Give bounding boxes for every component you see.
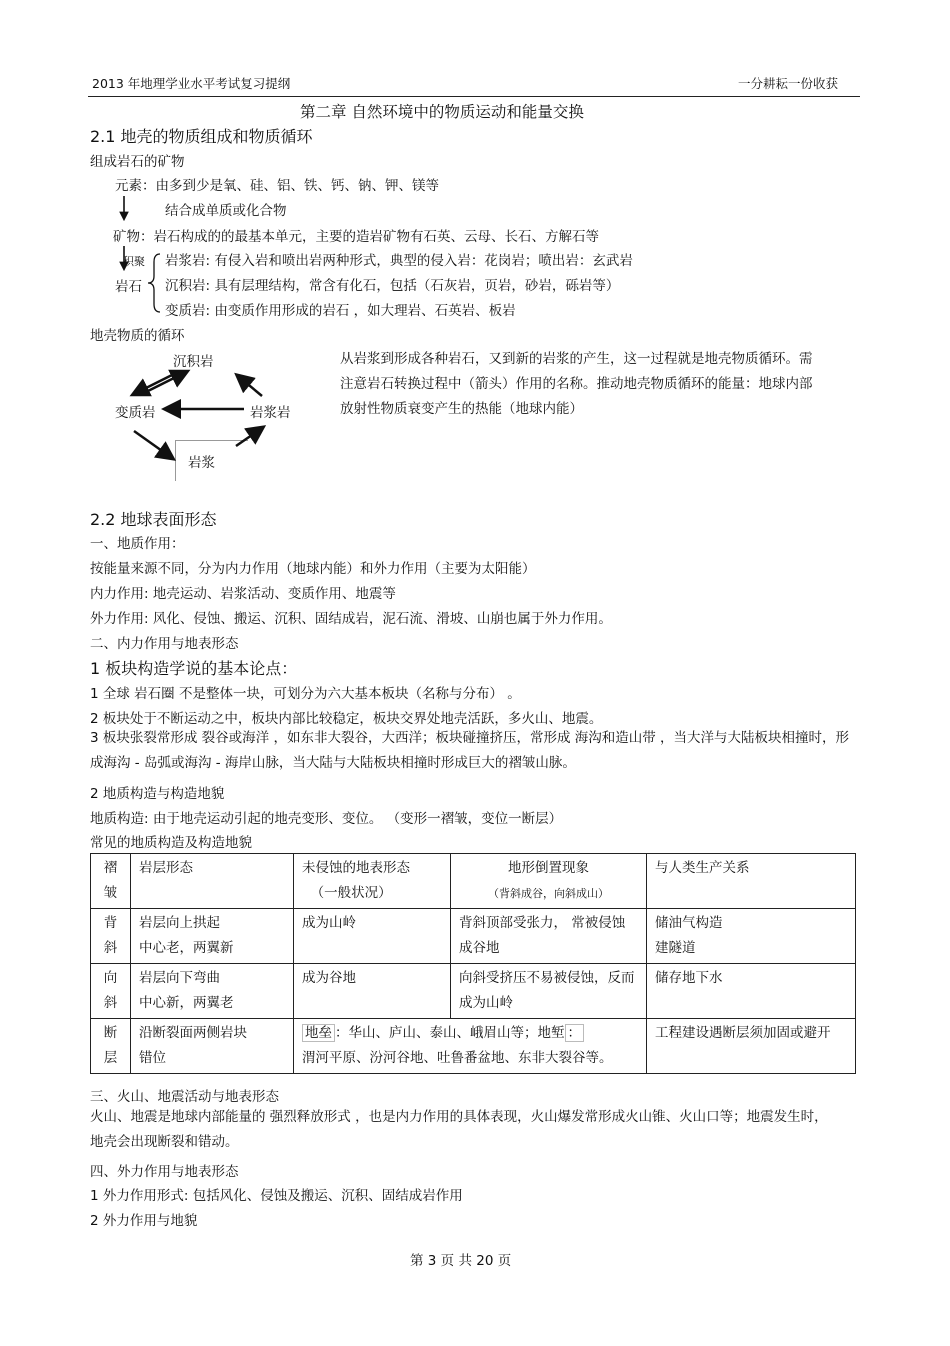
- s22-p10: 2 地质构造与构造地貌: [90, 786, 225, 802]
- accumulate-label: 积聚: [123, 255, 145, 268]
- table-cell: 地垒 ：华山、庐山、泰山、峨眉山等；地堑 ： 渭河平原、汾河谷地、吐鲁番盆地、东非大裂谷等。: [294, 1019, 647, 1074]
- cycle-sedimentary-label: 沉积岩: [173, 354, 214, 370]
- sedimentary-line: 沉积岩: 具有层理结构，常含有化石，包括（石灰岩，页岩，砂岩，砾岩等）: [165, 278, 620, 294]
- table-cell: 储油气构造 建隧道: [647, 909, 856, 964]
- cycle-magma-label: 岩浆: [188, 455, 215, 471]
- s22-p2: 按能量来源不同，分为内力作用（地球内能）和外力作用（主要为太阳能）: [90, 561, 536, 577]
- page-footer: 第 3 页 共 20 页: [410, 1253, 512, 1269]
- s22-p11: 地质构造: 由于地壳运动引起的地壳变形、变位。 （变形一褶皱，变位一断层）: [90, 811, 563, 827]
- chapter-title: 第二章 自然环境中的物质运动和能量交换: [300, 103, 584, 121]
- cycle-metamorphic-label: 变质岩: [115, 405, 156, 421]
- s22-p8: 2 板块处于不断运动之中，板块内部比较稳定，板块交界处地壳活跃，多火山、地震。: [90, 711, 603, 727]
- minerals-line: 矿物：岩石构成的的最基本单元，主要的造岩矿物有石英、云母、长石、方解石等: [113, 229, 599, 245]
- arrow-magma-to-ign: [236, 428, 262, 446]
- rock-label: 岩石: [115, 279, 142, 295]
- table-cell: 背 斜: [91, 909, 131, 964]
- s3-p2: 火山、地震是地球内部能量的 强烈释放形式 ，也是内力作用的具体表现，火山爆发常形成火山锥、火山口等；地震发生时，地壳会出现断裂和错动。: [90, 1109, 828, 1150]
- table-cell: 岩层向上拱起 中心老，两翼新: [131, 909, 294, 964]
- arrow-meta-to-magma: [134, 431, 172, 458]
- s3-p1: 三、火山、地震活动与地表形态: [90, 1089, 279, 1105]
- table-header-cell: 地形倒置现象 （背斜成谷，向斜成山）: [451, 854, 647, 909]
- table-cell: 岩层向下弯曲 中心新，两翼老: [131, 964, 294, 1019]
- table-header-row: [91, 854, 856, 909]
- table-header-cell: 褶 皱: [91, 854, 131, 909]
- s22-p6: 1 板块构造学说的基本论点：: [90, 659, 298, 678]
- arrow-meta-to-sed: [140, 372, 186, 395]
- header-left: 2013 年地理学业水平考试复习提纲: [92, 76, 291, 91]
- s22-p4: 外力作用: 风化、侵蚀、搬运、沉积、固结成岩，泥石流、滑坡、山崩也属于外力作用。: [90, 611, 612, 627]
- arrow-ign-to-sed: [238, 376, 262, 396]
- table-cell: 储存地下水: [647, 964, 856, 1019]
- table-cell: 沿断裂面两侧岩块 错位: [131, 1019, 294, 1074]
- igneous-line: 岩浆岩: 有侵入岩和喷出岩两种形式，典型的侵入岩：花岗岩；喷出岩：玄武岩: [165, 253, 633, 269]
- structure-table: [90, 853, 856, 1074]
- rock-brace: [148, 254, 160, 312]
- cycle-heading: 地壳物质的循环: [90, 328, 185, 344]
- s22-p5: 二、内力作用与地表形态: [90, 636, 239, 652]
- table-cell: 成为谷地: [294, 964, 451, 1019]
- s3-p3: 四、外力作用与地表形态: [90, 1164, 239, 1180]
- metamorphic-line: 变质岩: 由变质作用形成的岩石 ，如大理岩、石英岩、板岩: [165, 303, 516, 319]
- s22-p3: 内力作用: 地壳运动、岩浆活动、变质作用、地震等: [90, 586, 396, 602]
- table-cell: 向斜受挤压不易被侵蚀，反而成为山岭: [451, 964, 647, 1019]
- arrow-sed-to-meta: [134, 372, 178, 394]
- table-cell: 背斜顶部受张力， 常被侵蚀成谷地: [451, 909, 647, 964]
- table-cell: 断 层: [91, 1019, 131, 1074]
- s3-p5: 2 外力作用与地貌: [90, 1213, 198, 1229]
- s22-p9: 3 板块张裂常形成 裂谷或海洋 ，如东非大裂谷，大西洋；板块碰撞挤压，常形成 海沟和造山带 ，当大洋与大陆板块相撞时，形成海沟 - 岛弧或海沟 - 海岸山脉，当大陆与大陆板块相撞时形成巨大的褶皱山脉。: [90, 730, 850, 771]
- table-row: [91, 964, 856, 1019]
- table-row: [91, 1019, 856, 1074]
- table-header-cell: 未侵蚀的地表形态 （一般状况）: [294, 854, 451, 909]
- header-right: 一分耕耘一份收获: [738, 76, 839, 91]
- combine-line: 结合成单质或化合物: [165, 203, 287, 219]
- table-header-cell: 与人类生产关系: [647, 854, 856, 909]
- s22-p1: 一、地质作用：: [90, 536, 185, 552]
- section-2-1-title: 2.1 地壳的物质组成和物质循环: [90, 127, 313, 146]
- section-2-2-title: 2.2 地球表面形态: [90, 510, 217, 529]
- table-cell: 成为山岭: [294, 909, 451, 964]
- table-cell: 向 斜: [91, 964, 131, 1019]
- s3-p4: 1 外力作用形式: 包括风化、侵蚀及搬运、沉积、固结成岩作用: [90, 1188, 463, 1204]
- cycle-igneous-label: 岩浆岩: [250, 405, 291, 421]
- cycle-explanation: 从岩浆到形成各种岩石，又到新的岩浆的产生，这一过程就是地壳物质循环。需注意岩石转换过程中（箭头）作用的名称。推动地壳物质循环的能量：地球内部放射性物质衰变产生的热能（地球内能）: [340, 351, 813, 417]
- table-cell: 工程建设遇断层须加固或避开: [647, 1019, 856, 1074]
- table-row: [91, 909, 856, 964]
- mineral-heading: 组成岩石的矿物: [90, 154, 185, 170]
- s22-p12: 常见的地质构造及构造地貌: [90, 835, 252, 851]
- table-header-cell: 岩层形态: [131, 854, 294, 909]
- s22-p7: 1 全球 岩石圈 不是整体一块，可划分为六大基本板块（名称与分布） 。: [90, 686, 521, 702]
- elements-line: 元素：由多到少是氧、硅、铝、铁、钙、钠、钾、镁等: [115, 178, 439, 194]
